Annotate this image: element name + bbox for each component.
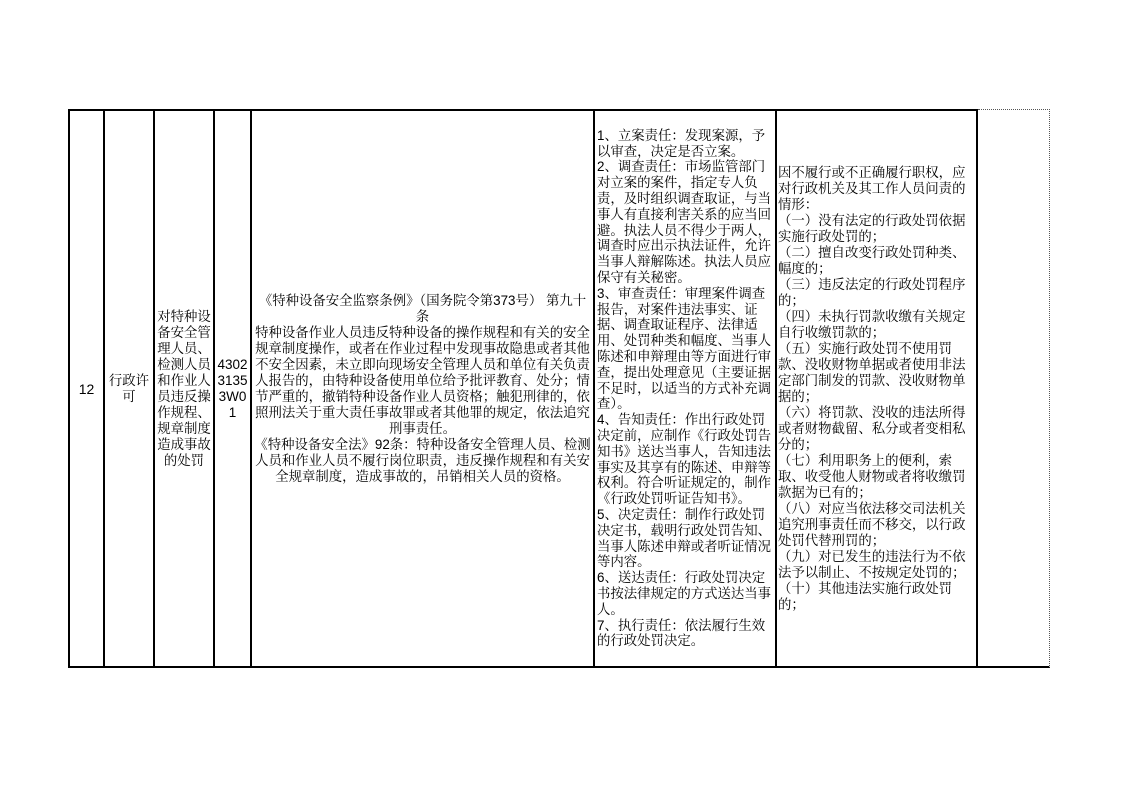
- accountability-item: （十）其他违法实施行政处罚的；: [778, 580, 953, 612]
- power-name-cell: [155, 111, 215, 666]
- accountability-item: （八）对应当依法移交司法机关追究刑事责任而不移交，以行政处罚代替刑罚的；: [778, 500, 966, 548]
- accountability-item: （一）没有法定的行政处罚依据实施行政处罚的；: [778, 212, 966, 244]
- remark-cell: [978, 109, 1050, 668]
- accountability-item: （七）利用职务上的便利，索取、收受他人财物或者将收缴罚款据为已有的；: [778, 452, 966, 500]
- duty-step-item: 4、告知责任：作出行政处罚决定前，应制作《行政处罚告知书》送达当事人，告知违法事实及其享有的陈述、申辩等权利。符合听证规定的，制作《行政处罚听证告知书》。: [597, 412, 772, 507]
- power-code-cell: [215, 111, 252, 666]
- power-name: 对特种设备安全管理人员、检测人员和作业人员违反操作规程、规章制度造成事故的处罚: [157, 308, 211, 468]
- accountability-list: [778, 213, 975, 613]
- power-code: 430231353W01: [217, 356, 248, 420]
- duty-step-item: 3、审查责任：审理案件调查报告，对案件违法事实、证据、调查取证程序、法律适用、处罚种类和幅度、当事人陈述和申辩理由等方面进行审查，提出处理意见（主要证据不足时，以适当的方式补充调查）。: [597, 285, 772, 412]
- duty-step-item: 1、立案责任：发现案源，予以审查，决定是否立案。: [597, 127, 766, 159]
- accountability-item: （九）对已发生的违法行为不依法予以制止、不按规定处罚的；: [778, 548, 966, 580]
- accountability-cell: [777, 111, 976, 666]
- power-type-cell: [105, 111, 155, 666]
- power-matrix-table: [68, 109, 978, 668]
- duty-step-item: 2、调查责任：市场监管部门对立案的案件，指定专人负责，及时组织调查取证，与当事人有直接利害关系的应当回避。执法人员不得少于两人，调查时应出示执法证件，允许当事人辩解陈述。执法人员应保守有关秘密。: [597, 159, 772, 286]
- accountability-item: （五）实施行政处罚不使用罚款、没收财物单据或者使用非法定部门制发的罚款、没收财物单据的；: [778, 340, 966, 404]
- duty-step-item: 5、决定责任：制作行政处罚决定书，载明行政处罚告知、当事人陈述申辩或者听证情况等内容。: [597, 506, 772, 570]
- power-type: 行政许可: [108, 372, 150, 404]
- legal-basis-cell: [252, 111, 595, 666]
- accountability-intro: 因不履行或不正确履行职权，应对行政机关及其工作人员问责的情形：: [778, 164, 966, 212]
- row-seq: 12: [78, 380, 95, 397]
- accountability-item: （六）将罚款、没收的违法所得或者财物截留、私分或者变相私分的；: [778, 404, 966, 452]
- accountability-item: （三）违反法定的行政处罚程序的；: [778, 276, 966, 308]
- accountability-item: （四）未执行罚款收缴有关规定自行收缴罚款的；: [778, 308, 966, 340]
- legal-basis-paragraph: 《特种设备安全法》92条：特种设备安全管理人员、检测人员和作业人员不履行岗位职责，违反操作规程和有关安全规章制度，造成事故的，吊销相关人员的资格。: [254, 436, 591, 484]
- accountability-item: （二）擅自改变行政处罚种类、幅度的；: [778, 244, 966, 276]
- duty-step-item: 7、执行责任：依法履行生效的行政处罚决定。: [597, 617, 766, 649]
- legal-basis-paragraph: 特种设备作业人员违反特种设备的操作规程和有关的安全规章制度操作，或者在作业过程中发现事故隐患或者其他不安全因素，未立即向现场安全管理人员和单位有关负责人报告的，由特种设备使用单位给予批评教育、处分；情节严重的，撤销特种设备作业人员资格；触犯刑律的，依照刑法关于重大责任事故罪或者其他罪的规定，依法追究刑事责任。: [255, 324, 590, 436]
- duty-steps-cell: [595, 111, 777, 666]
- row-seq-cell: [70, 111, 105, 666]
- duty-step-item: 6、送达责任：行政处罚决定书按法律规定的方式送达当事人。: [597, 570, 772, 617]
- legal-basis-paragraph: 《特种设备安全监察条例》（国务院令第373号） 第九十条: [258, 292, 587, 324]
